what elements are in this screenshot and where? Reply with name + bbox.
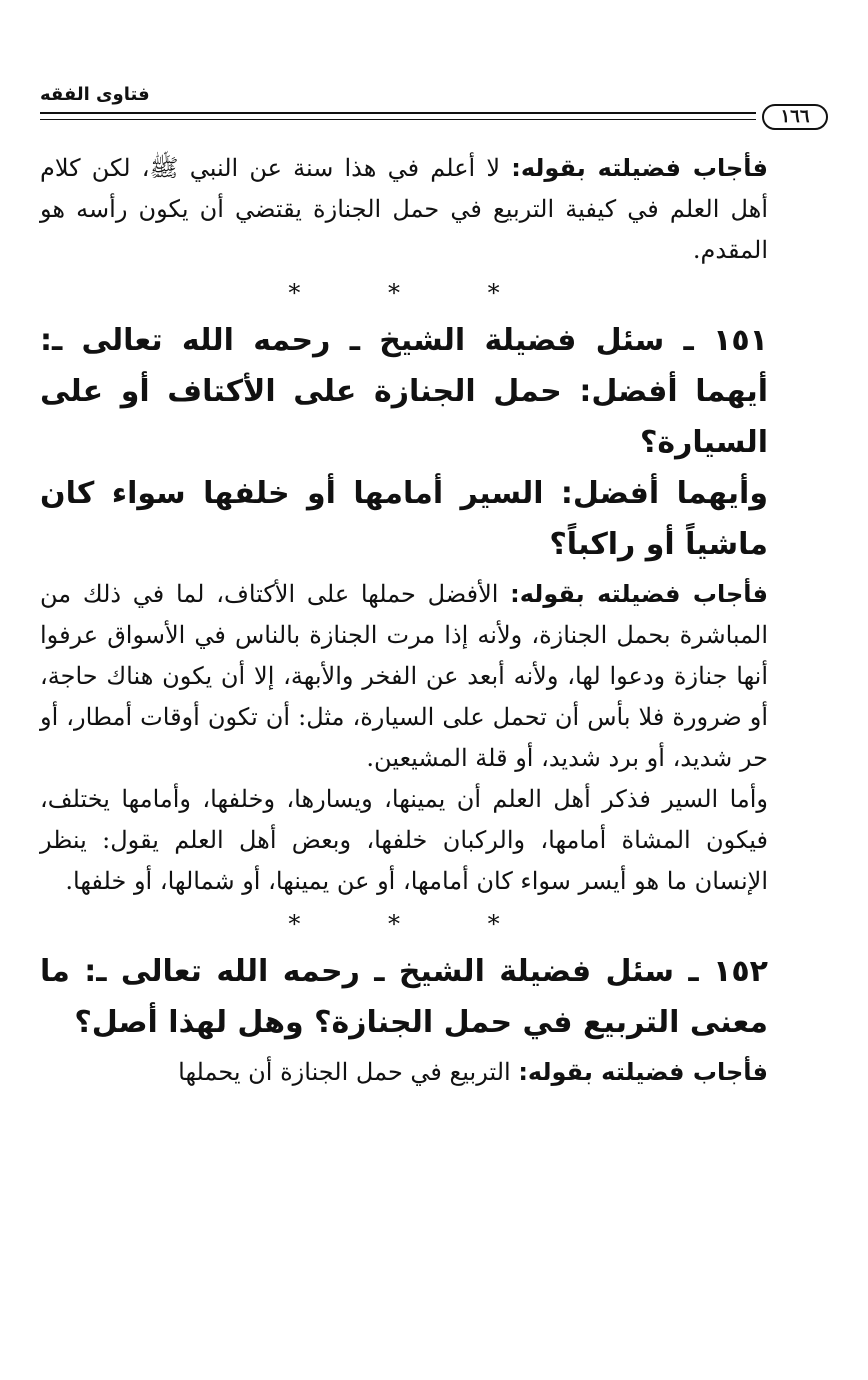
answer-151: [40, 574, 828, 779]
section-separator: * * *: [288, 910, 540, 938]
answer-lead: فأجاب فضيلته بقوله:: [510, 580, 769, 608]
answer-152: [40, 1052, 828, 1093]
book-page: [40, 78, 828, 1093]
answer-text: التربيع في حمل الجنازة أن يحملها: [178, 1058, 519, 1086]
page-number: ١٦٦: [762, 104, 828, 130]
question-151: ١٥١ ـ سئل فضيلة الشيخ ـ رحمه الله تعالى ـ: أيهما أفضل: حمل الجنازة على الأكتاف أو على السيارة؟: [40, 323, 768, 460]
header-rule-thin: [40, 119, 756, 120]
answer-151-cont: وأما السير فذكر أهل العلم أن يمينها، ويسارها، وخلفها، وأمامها يختلف، فيكون المشاة أمامها، والركبان خلفها، وبعض أهل العلم يقول: ينظر الإنسان ما هو أيسر سواء كان أمامها، أو عن يمينها، أو شمالها، أو خلفها.: [40, 785, 768, 895]
answer-text: الأفضل حملها على الأكتاف، لما في ذلك من المباشرة بحمل الجنازة، ولأنه إذا مرت الجنازة بالناس في الأسواق عرفوا أنها جنازة ودعوا لها، ولأنه أبعد عن الفخر والأبهة، إلا أن يكون هناك حاجة، أو ضرورة فلا بأس أن تحمل على السيارة، مثل: أن تكون أوقات أمطار، أو حر شديد، أو برد شديد، أو قلة المشيعين.: [40, 580, 768, 772]
answer-150: [40, 148, 828, 271]
answer-lead: فأجاب فضيلته بقوله:: [518, 1058, 768, 1086]
running-title: فتاوى الفقه: [40, 84, 150, 105]
answer-lead: فأجاب فضيلته بقوله:: [511, 154, 768, 182]
answer-text: لا أعلم في هذا سنة عن النبي ﷺ، لكن كلام أهل العلم في كيفية التربيع في حمل الجنازة يقتضي أن يكون رأسه هو المقدم.: [40, 154, 768, 264]
question-152: ١٥٢ ـ سئل فضيلة الشيخ ـ رحمه الله تعالى ـ: ما معنى التربيع في حمل الجنازة؟ وهل لهذا أصل؟: [40, 954, 768, 1040]
page-header: [40, 78, 828, 126]
question-151-cont: وأيهما أفضل: السير أمامها أو خلفها سواء كان ماشياً أو راكباً؟: [40, 476, 768, 562]
section-separator: * * *: [288, 279, 540, 307]
header-rule: [40, 112, 756, 114]
